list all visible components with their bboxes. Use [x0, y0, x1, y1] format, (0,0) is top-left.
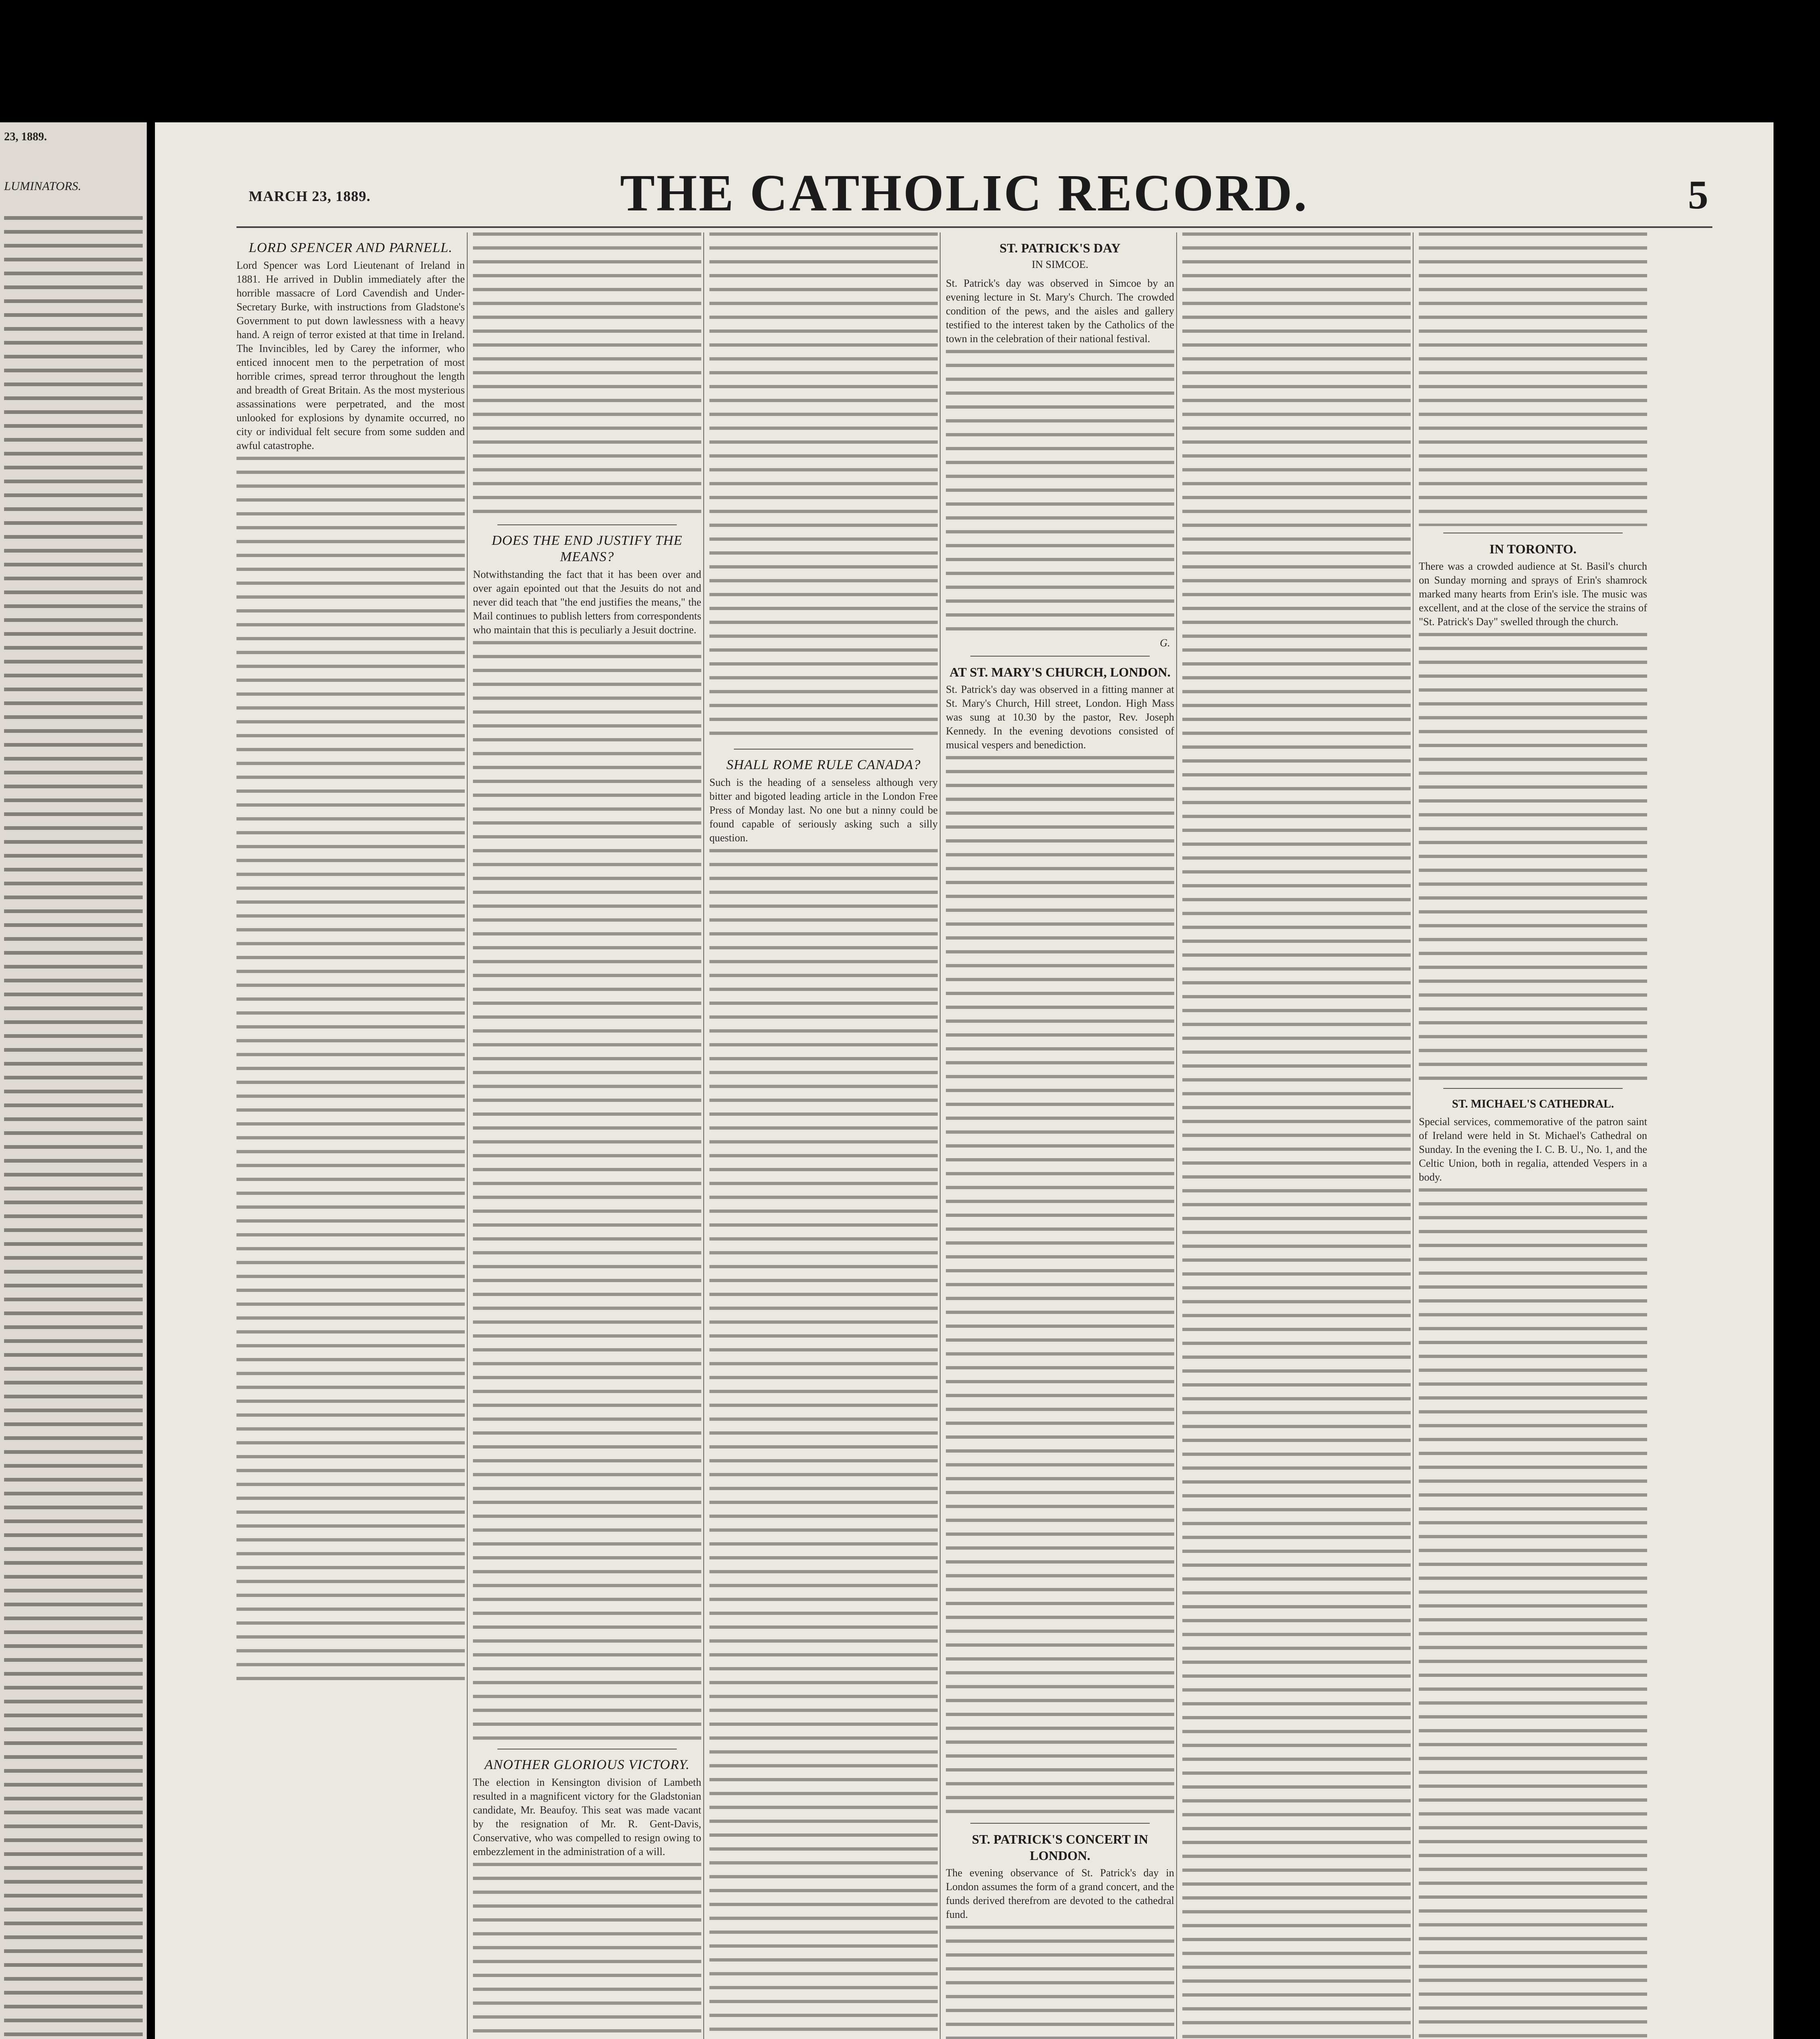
article-heading: ST. PATRICK'S CONCERT IN LONDON. — [972, 1832, 1149, 1863]
section-rule — [1443, 1088, 1623, 1089]
section-rule — [970, 656, 1150, 657]
section-rule — [497, 524, 677, 525]
column-divider — [1413, 232, 1414, 2039]
column-1 — [236, 232, 465, 2039]
article-heading: ST. PATRICK'S DAY — [999, 241, 1121, 255]
previous-page-sliver — [0, 122, 147, 2039]
article-subheading: IN SIMCOE. — [1031, 259, 1089, 270]
article-continuation-text — [946, 350, 1174, 635]
column-divider — [1176, 232, 1177, 2039]
article-continuation-text — [709, 849, 938, 2039]
column-5 — [1182, 232, 1411, 2039]
article-body: Lord Spencer was Lord Lieutenant of Ireland in 1881. He arrived in Dublin immediately after the horrible massacre of Lord Cavendish and Under-Secretary Burke, with instructions from Gladstone's Government to put down lawlessness with a heavy hand. A reign of terror existed at that time in Ireland. The Invincibles, led by Carey the informer, who enticed innocent men to the perpetration of most horrible crimes, spread terror throughout the length and breadth of Great Britain. As the most mysterious assassinations were perpetrated, and the most unlooked for explosions by dynamite occurred, no city or individual felt secure from some sudden and awful catastrophe. — [236, 259, 465, 451]
article-body: Special services, commemorative of the patron saint of Ireland were held in St. Michael's Cathedral on Sunday. In the evening the I. C. B. U., No. 1, and the Celtic Union, both in regalia, attended Vespers in a body. — [1419, 1116, 1647, 1183]
article-continuation-text — [1419, 1188, 1647, 2039]
column-6 — [1419, 232, 1647, 2039]
article-heading: ST. MICHAEL'S CATHEDRAL. — [1452, 1098, 1614, 1110]
previous-page-date: 23, 1889. — [4, 130, 47, 143]
section-rule — [970, 1823, 1150, 1824]
article-continuation-text — [473, 1863, 701, 2039]
article-continuation-text — [946, 1926, 1174, 2039]
column-divider — [703, 232, 704, 2039]
article-heading: ANOTHER GLORIOUS VICTORY. — [484, 1757, 690, 1772]
column-2 — [473, 232, 701, 2039]
article-continuation-text — [473, 232, 701, 518]
masthead — [155, 147, 1774, 224]
column-3 — [709, 232, 938, 2039]
article-continuation-text — [1419, 633, 1647, 1081]
issue-date: MARCH 23, 1889. — [249, 188, 371, 204]
article-heading: SHALL ROME RULE CANADA? — [726, 757, 921, 772]
article-body: The election in Kensington division of Lambeth resulted in a magnificent victory for the Gladstonian candidate, Mr. Beaufoy. This seat was made vacant by the resignation of Mr. R. Gent-Davis, Conservative, who was compelled to resign owing to embezzlement in the administration of a will. — [473, 1776, 701, 1858]
previous-page-text — [4, 216, 143, 2039]
article-body: There was a crowded audience at St. Basil's church on Sunday morning and sprays of Erin's shamrock marked many hearts from Erin's isle. The music was excellent, and at the close of the service the strains of "St. Patrick's Day" swelled through the church. — [1419, 560, 1647, 628]
article-continuation-text — [1419, 232, 1647, 526]
column-divider — [940, 232, 941, 2039]
newspaper-page — [155, 122, 1774, 2039]
article-continuation-text — [473, 641, 701, 1742]
previous-page-heading: LUMINATORS. — [4, 179, 82, 193]
article-continuation-text — [709, 232, 938, 742]
article-signature: G. — [1160, 637, 1170, 649]
article-body: The evening observance of St. Patrick's day in London assumes the form of a grand concert, and the funds derived therefrom are devoted to the cathedral fund. — [946, 1867, 1174, 1920]
article-body: St. Patrick's day was observed in a fitting manner at St. Mary's Church, Hill street, London. High Mass was sung at 10.30 by the pastor, Rev. Joseph Kennedy. In the evening devotions consisted of musical vespers and benediction. — [946, 683, 1174, 751]
page-number: 5 — [1688, 172, 1708, 217]
article-heading: IN TORONTO. — [1489, 542, 1577, 556]
article-heading: AT ST. MARY'S CHURCH, LONDON. — [949, 665, 1171, 679]
newspaper-title: THE CATHOLIC RECORD. — [620, 164, 1309, 222]
column-divider — [467, 232, 468, 2039]
article-continuation-text — [946, 756, 1174, 1816]
article-body: St. Patrick's day was observed in Simcoe by an evening lecture in St. Mary's Church. The crowded condition of the pews, and the aisles and gallery testified to the interest taken by the Catholics of the town in the celebration of their national festival. — [946, 277, 1174, 345]
article-continuation-text — [236, 457, 465, 1680]
article-continuation-text — [1182, 232, 1411, 2039]
masthead-rule — [236, 226, 1712, 228]
article-body: Notwithstanding the fact that it has been over and over again epointed out that the Jesuits do not and never did teach that "the end justifies the means," the Mail continues to publish letters from correspondents who maintain that this is peculiarly a Jesuit doctrine. — [473, 568, 701, 636]
section-rule — [734, 749, 913, 750]
article-heading: DOES THE END JUSTIFY THE MEANS? — [492, 533, 682, 564]
column-4 — [946, 232, 1174, 2039]
article-body: Such is the heading of a senseless although very bitter and bigoted leading article in the London Free Press of Monday last. No one but a ninny could be found capable of seriously asking such a silly question. — [709, 776, 938, 844]
article-heading: LORD SPENCER AND PARNELL. — [249, 240, 453, 255]
